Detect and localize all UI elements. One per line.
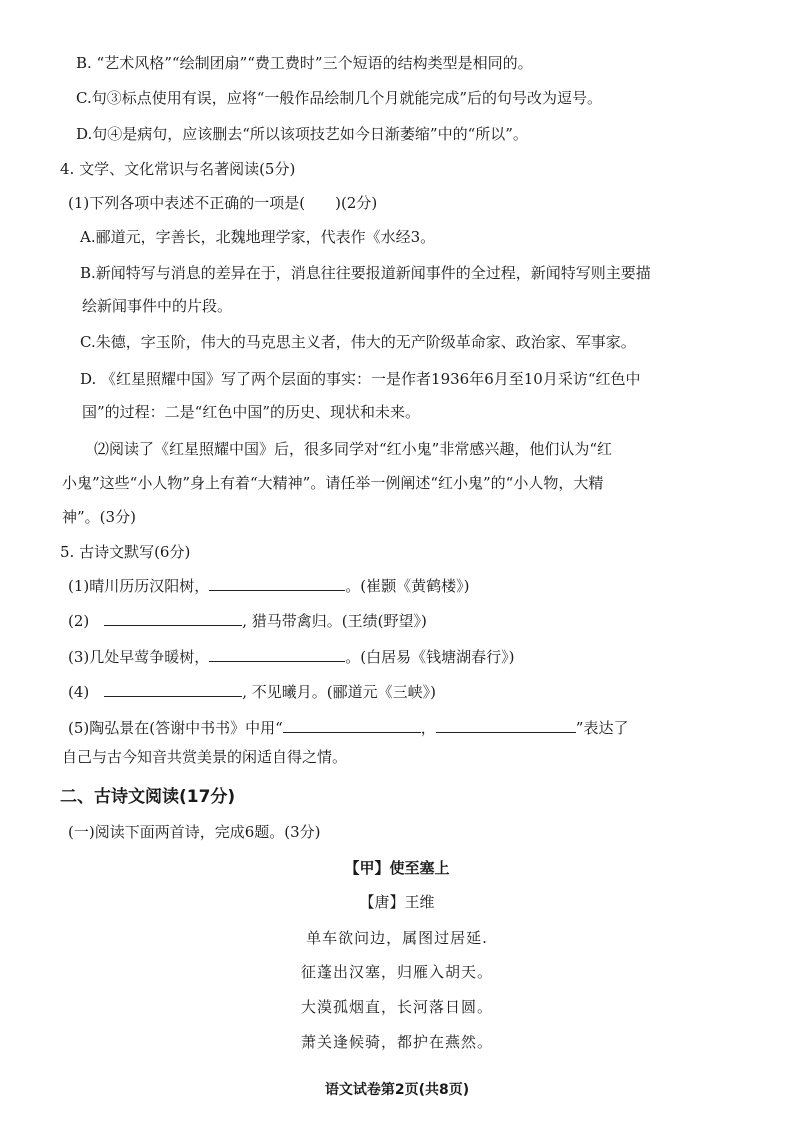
q5-item5-blank1[interactable] [283,718,421,733]
q5-item5-blank2[interactable] [436,718,576,733]
q4-sub1-option-d-line2: 国”的过程：二是“红色中国”的历史、现状和未来。 [82,403,421,421]
q5-item5-line1 [68,717,628,739]
q3-option-b: B. “艺术风格”“绘制团扇”“费工费时”三个短语的结构类型是相同的。 [76,54,533,72]
q5-item4-before: (4) [68,683,105,701]
poem-title: 【甲】使至塞上 [344,859,450,877]
q5-title: 5. 古诗文默写(6分) [60,543,191,561]
q4-sub1-option-b-line1: B.新闻特写与消息的差异在于，消息往往要报道新闻事件的全过程，新闻特写则主要描 [80,264,651,282]
poem-line-1: 单车欲问边，属图过居延. [306,929,488,947]
poem-line-3: 大漠孤烟直，长河落日圆。 [300,998,493,1016]
section2-intro: (一)阅读下面两首诗，完成6题。(3分) [68,823,321,841]
q4-sub1-stem: (1)下列各项中表述不正确的一项是( )(2分) [68,194,378,212]
q5-item3-blank[interactable] [209,647,345,662]
q5-item3-after: 。(白居易《钱塘湖春行》) [345,648,515,666]
q5-item3 [68,646,514,668]
q5-item5-line2: 自己与古今知音共赏美景的闲适自得之情。 [62,748,348,766]
q5-item4 [68,681,436,703]
q5-item2-before: (2) [68,612,105,630]
q3-option-d: D.句④是病句，应该删去“所以该项技艺如今日渐萎缩”中的“所以”。 [76,125,528,143]
q5-item4-blank[interactable] [104,682,242,697]
q3-option-c: C.句③标点使用有误，应将“一般作品绘制几个月就能完成”后的句号改为逗号。 [76,89,603,107]
q5-item1 [68,575,469,597]
q5-item5-after: ”表达了 [575,719,629,737]
q5-item1-blank[interactable] [209,576,345,591]
q4-sub2-line2: 小鬼”这些“小人物”身上有着“大精神”。请任举一例阐述“红小鬼”的“小人物，大精 [62,474,604,492]
q5-item5-middle: ， [420,719,436,737]
q4-sub1-option-a: A.郦道元，字善长，北魏地理学家，代表作《水经3。 [80,228,436,246]
poem-line-2: 征蓬出汉塞，归雁入胡天。 [300,963,493,981]
poem-line-4: 萧关逢候骑，都护在燕然。 [300,1033,493,1051]
q5-item2-after: , 猎马带禽归。(王绩(野望》) [242,612,427,630]
q5-item2 [68,610,427,632]
q4-sub2-line1: ⑵阅读了《红星照耀中国》后，很多同学对“红小鬼”非常感兴趣，他们认为“红 [94,440,613,458]
q4-title: 4. 文学、文化常识与名著阅读(5分) [60,160,296,178]
q5-item1-after: 。(崔颢《黄鹤楼》) [345,577,470,595]
q5-item5-before: (5)陶弘景在(答谢中书书》中用“ [68,719,283,737]
q4-sub2-line3: 神”。(3分) [62,508,136,526]
q4-sub1-option-d-line1: D. 《红星照耀中国》写了两个层面的事实：一是作者1936年6月至10月采访“红色中 [80,370,641,388]
q5-item3-before: (3)几处早莺争暖树， [68,648,210,666]
page-footer: 语文试卷第2页(共8页) [324,1082,470,1098]
q4-sub1-option-b-line2: 绘新闻事件中的片段。 [82,297,233,315]
q4-sub1-option-c: C.朱德，字玉阶，伟大的马克思主义者，伟大的无产阶级革命家、政治家、军事家。 [80,333,636,351]
q5-item2-blank[interactable] [104,611,242,626]
poem-author: 【唐】王维 [359,893,435,911]
q5-item4-after: , 不见曦月。(郦道元《三峡》) [242,683,436,701]
section2-heading: 二、古诗文阅读(17分) [60,787,236,807]
q5-item1-before: (1)晴川历历汉阳树， [68,577,210,595]
